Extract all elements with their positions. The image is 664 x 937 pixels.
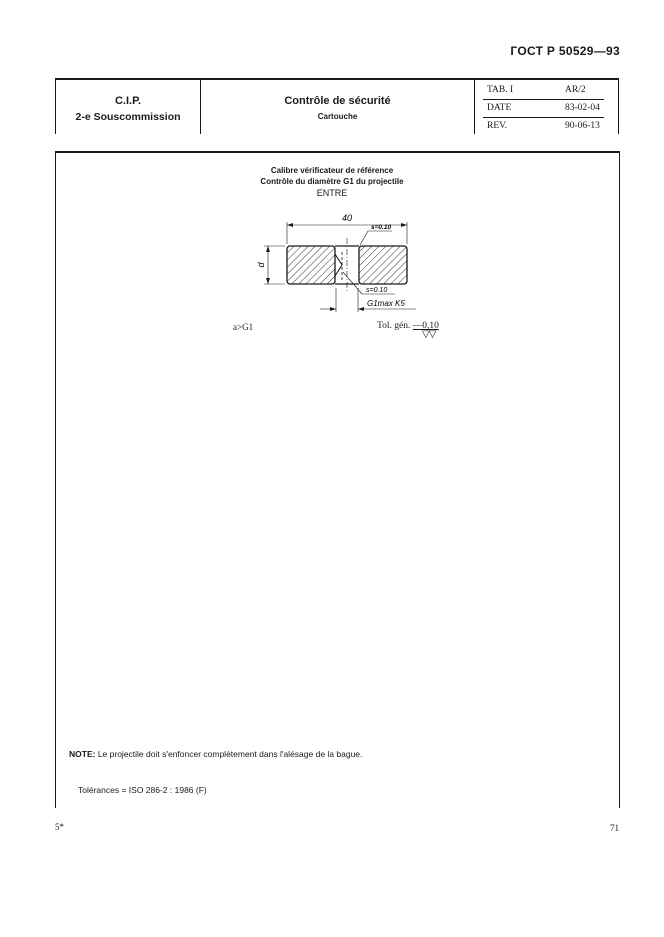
document-subtitle: Cartouche — [317, 112, 358, 121]
subcommission-name: 2-e Souscommission — [75, 111, 181, 123]
dimension-height-label: d — [256, 262, 266, 268]
gauge-body — [287, 238, 407, 292]
surface-top-label: s=0.10 — [371, 224, 392, 231]
meta-cell — [475, 80, 618, 134]
general-tolerance-label: Tol. gén. — [377, 321, 411, 331]
meta-row-tab — [475, 82, 618, 100]
dimension-width-label: 40 — [341, 213, 353, 223]
figure-caption-subtitle: Contrôle du diamètre G1 du projectile — [260, 177, 404, 186]
organization-name: C.I.P. — [114, 95, 142, 107]
meta-value: AR/2 — [565, 85, 586, 95]
surface-finish-symbol: ▽▽ — [422, 329, 436, 340]
note — [69, 749, 362, 759]
title-block — [55, 78, 619, 134]
page-mark: 5* — [55, 822, 64, 832]
surface-bore-label: s=0.10 — [366, 287, 388, 294]
title-cell — [201, 80, 475, 134]
standard-code: ГОСТ Р 50529—93 — [510, 44, 620, 58]
tolerances-reference: Tolérances = ISO 286-2 : 1986 (F) — [78, 785, 207, 795]
gauge-drawing — [240, 208, 440, 320]
meta-value: 90-06-13 — [565, 121, 600, 131]
dimension-height — [264, 246, 285, 284]
document-title: Contrôle de sécurité — [284, 95, 391, 107]
figure-caption-entre: ENTRE — [316, 188, 348, 198]
meta-row-rev — [475, 118, 618, 136]
org-cell — [56, 80, 201, 134]
surface-callout-top — [360, 231, 392, 245]
meta-key: TAB. I — [487, 85, 514, 95]
meta-key: DATE — [487, 103, 512, 113]
page-number: 71 — [610, 823, 619, 833]
general-tolerance-value: —0,10 — [412, 321, 439, 331]
meta-row-date — [475, 100, 618, 118]
bore-tolerance-label: G1max K5 — [367, 299, 405, 308]
meta-key: REV. — [487, 121, 508, 131]
gauge-condition: a>G1 — [233, 322, 254, 332]
meta-value: 83-02-04 — [565, 103, 600, 113]
note-label: NOTE: — [69, 749, 96, 759]
note-text: Le projectile doit s'enfoncer complètement dans l'alésage de la bague. — [97, 749, 363, 759]
figure-caption-title: Calibre vérificateur de référence — [270, 166, 394, 175]
